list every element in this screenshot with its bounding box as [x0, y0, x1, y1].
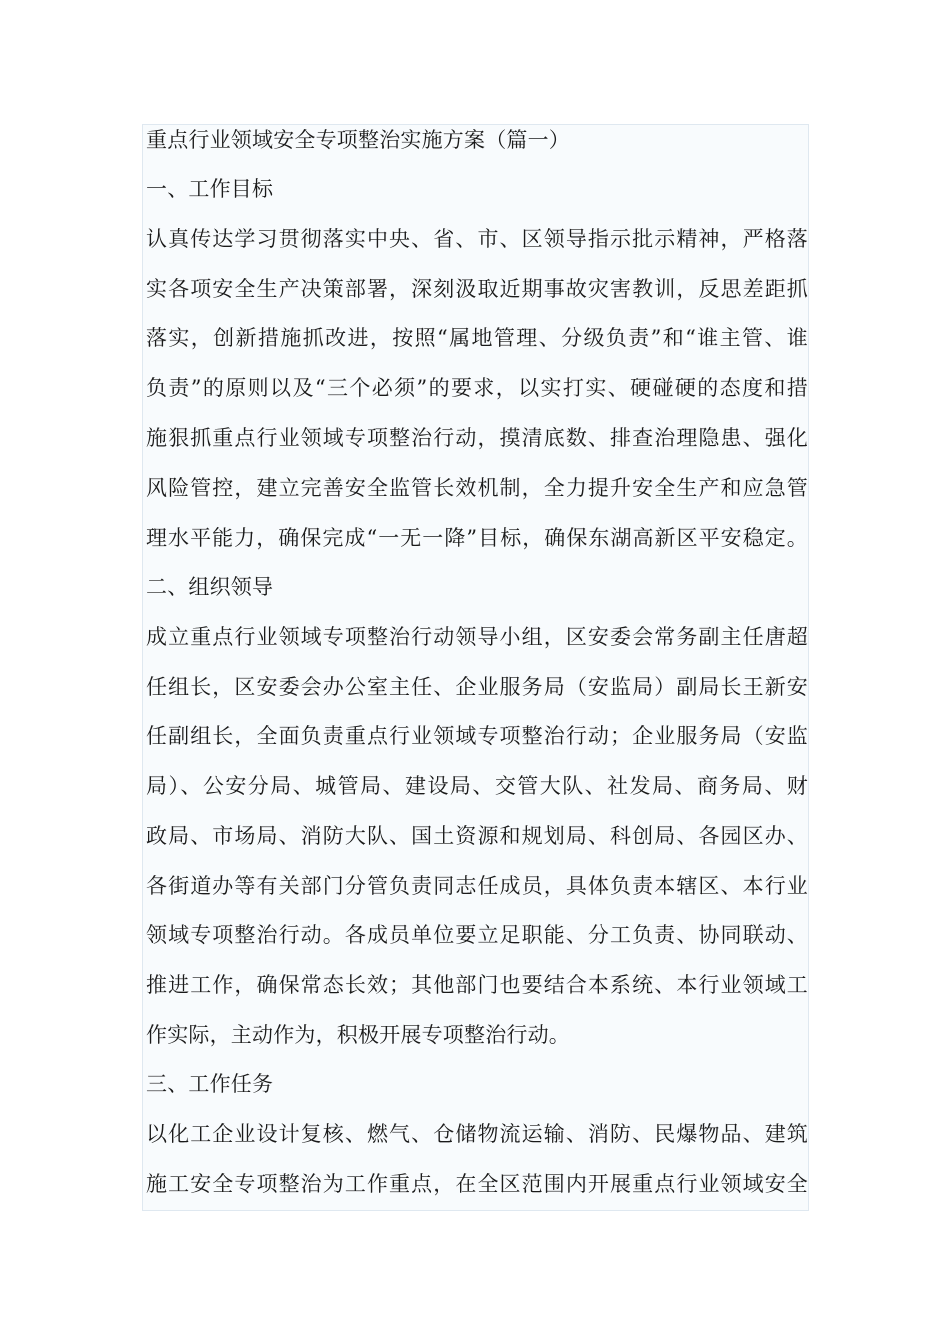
paragraph-line: 成立重点行业领域专项整治行动领导小组，区安委会常务副主任唐超	[146, 625, 808, 649]
paragraph-line: 任副组长，全面负责重点行业领域专项整治行动；企业服务局（安监	[146, 724, 808, 748]
paragraph-line: 任组长，区安委会办公室主任、企业服务局（安监局）副局长王新安	[146, 675, 808, 699]
section-heading-goals: 一、工作目标	[146, 177, 274, 201]
section-heading-tasks: 三、工作任务	[146, 1072, 274, 1096]
paragraph-line: 理水平能力，确保完成“一无一降”目标，确保东湖高新区平安稳定。	[146, 526, 808, 550]
paragraph-line: 落实，创新措施抓改进，按照“属地管理、分级负责”和“谁主管、谁	[146, 326, 808, 350]
paragraph-line: 各街道办等有关部门分管负责同志任成员，具体负责本辖区、本行业	[146, 874, 808, 898]
document-title: 重点行业领域安全专项整治实施方案（篇一）	[146, 128, 570, 152]
document-page	[142, 124, 809, 1211]
paragraph-line: 以化工企业设计复核、燃气、仓储物流运输、消防、民爆物品、建筑	[146, 1122, 808, 1146]
paragraph-line: 政局、市场局、消防大队、国土资源和规划局、科创局、各园区办、	[146, 824, 808, 848]
paragraph-line: 实各项安全生产决策部署，深刻汲取近期事故灾害教训，反思差距抓	[146, 277, 808, 301]
paragraph-line: 局）、公安分局、城管局、建设局、交管大队、社发局、商务局、财	[146, 774, 808, 798]
paragraph-line: 施工安全专项整治为工作重点，在全区范围内开展重点行业领域安全	[146, 1172, 808, 1196]
paragraph-line: 认真传达学习贯彻落实中央、省、市、区领导指示批示精神，严格落	[146, 227, 808, 251]
paragraph-line: 负责”的原则以及“三个必须”的要求，以实打实、硬碰硬的态度和措	[146, 376, 808, 400]
paragraph-line: 风险管控，建立完善安全监管长效机制，全力提升安全生产和应急管	[146, 476, 808, 500]
paragraph-line: 推进工作，确保常态长效；其他部门也要结合本系统、本行业领域工	[146, 973, 808, 997]
paragraph-line: 领域专项整治行动。各成员单位要立足职能、分工负责、协同联动、	[146, 923, 808, 947]
section-heading-organization: 二、组织领导	[146, 575, 274, 599]
paragraph-line: 作实际，主动作为，积极开展专项整治行动。	[146, 1023, 570, 1047]
paragraph-line: 施狠抓重点行业领域专项整治行动，摸清底数、排查治理隐患、强化	[146, 426, 808, 450]
